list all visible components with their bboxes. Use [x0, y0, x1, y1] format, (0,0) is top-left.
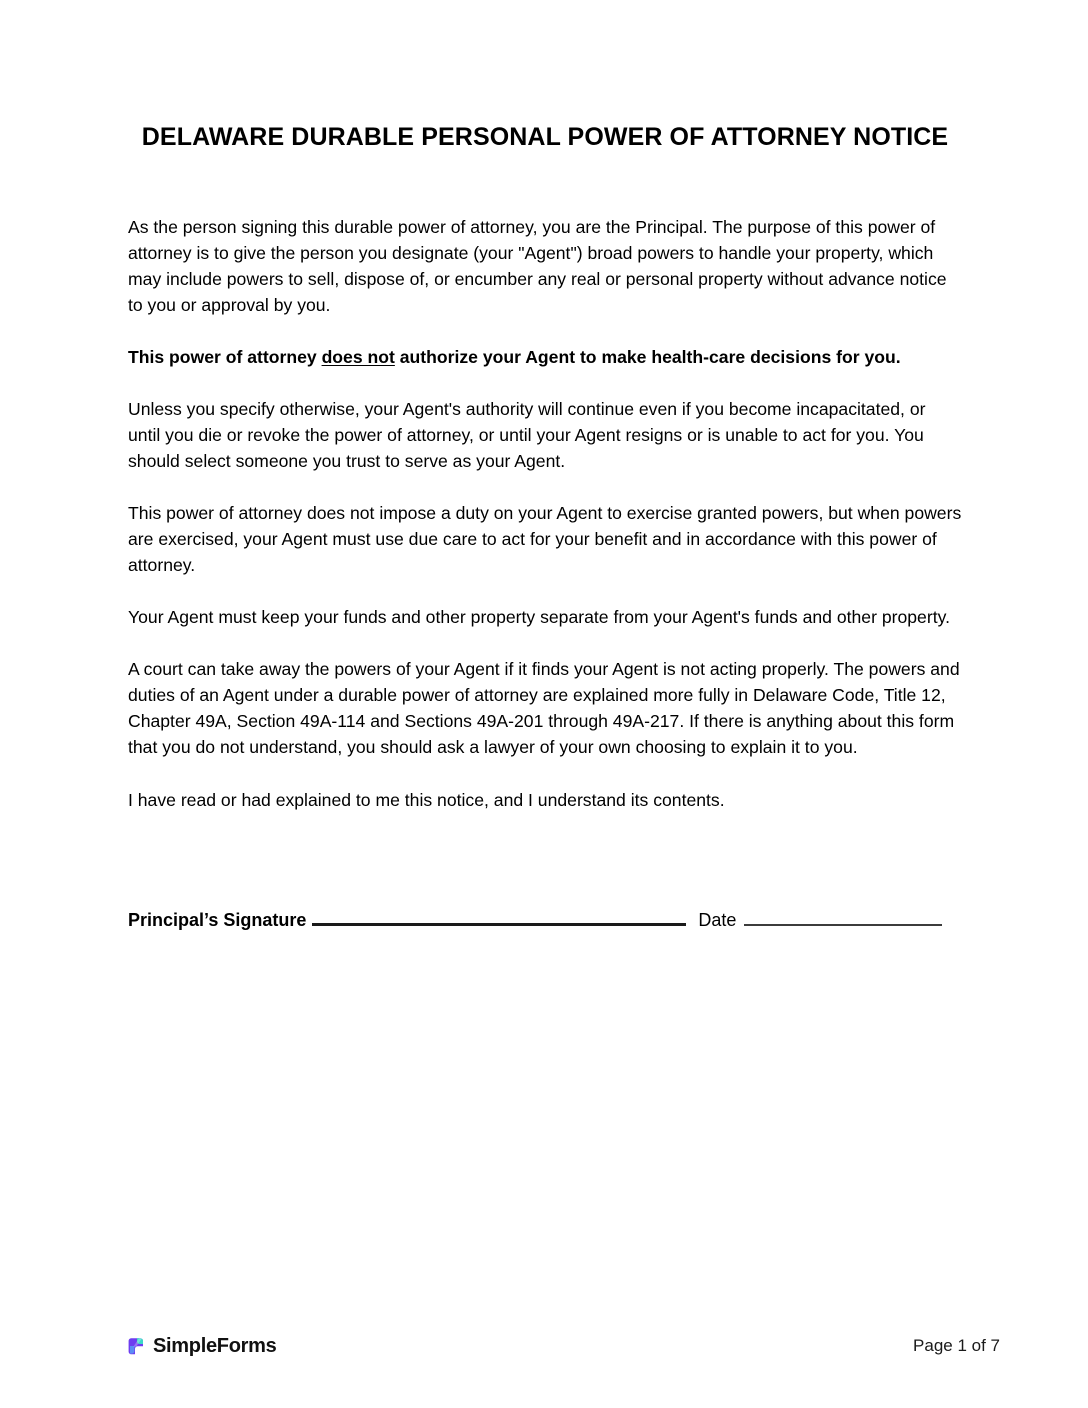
paragraph-court-powers: A court can take away the powers of your Agent if it finds your Agent is not acting properly. The powers and duties of an Agent under a durable power of attorney are explained more fully in Delaware Code, Title 12, Chapter 49A, Section 49A-114 and Sections 49A-201 through 49A-217. If there is anything about this form that you do not understand, you should ask a lawyer of your own choosing to explain it to you. [128, 659, 960, 758]
page-indicator: Page 1 of 7 [913, 1336, 1000, 1355]
paragraph-authority-duration: Unless you specify otherwise, your Agent's authority will continue even if you become incapacitated, or until you die or revoke the power of attorney, or until your Agent resigns or is unable to act for you. You should select someone you trust to serve as your Agent. [128, 399, 926, 472]
principal-signature-field[interactable] [312, 922, 686, 926]
brand-logo [128, 1336, 276, 1356]
health-care-notice-before: This power of attorney [128, 347, 322, 368]
page-title: DELAWARE DURABLE PERSONAL POWER OF ATTORNEY NOTICE [141, 123, 949, 151]
page-footer [128, 1322, 1000, 1356]
signature-block [128, 911, 962, 929]
paragraph-health-care-notice [128, 344, 962, 370]
principal-signature-label: Principal’s Signature [128, 909, 307, 930]
paragraph-intro: As the person signing this durable power of attorney, you are the Principal. The purpose of this power of attorney is to give the person you designate (your "Agent") broad powers to handle your property, which may include powers to sell, dispose of, or encumber any real or personal property without advance notice to you or approval by you. [128, 217, 947, 316]
date-field[interactable] [744, 923, 942, 926]
notice-body [128, 214, 962, 813]
paragraph-acknowledgment: I have read or had explained to me this notice, and I understand its contents. [128, 789, 725, 810]
document-content [128, 0, 962, 929]
paragraph-duty-of-care: This power of attorney does not impose a duty on your Agent to exercise granted powers, but when powers are exercised, your Agent must use due care to act for your benefit and in accordance with this power of attorney. [128, 503, 962, 576]
simpleforms-logo-icon [128, 1337, 147, 1356]
date-label: Date [698, 909, 737, 930]
paragraph-separate-funds: Your Agent must keep your funds and other property separate from your Agent's funds and other property. [128, 607, 950, 628]
health-care-notice-after: authorize your Agent to make health-care decisions for you. [394, 347, 901, 368]
brand-name: SimpleForms [153, 1335, 277, 1357]
health-care-notice-emphasis: does not [321, 347, 395, 368]
